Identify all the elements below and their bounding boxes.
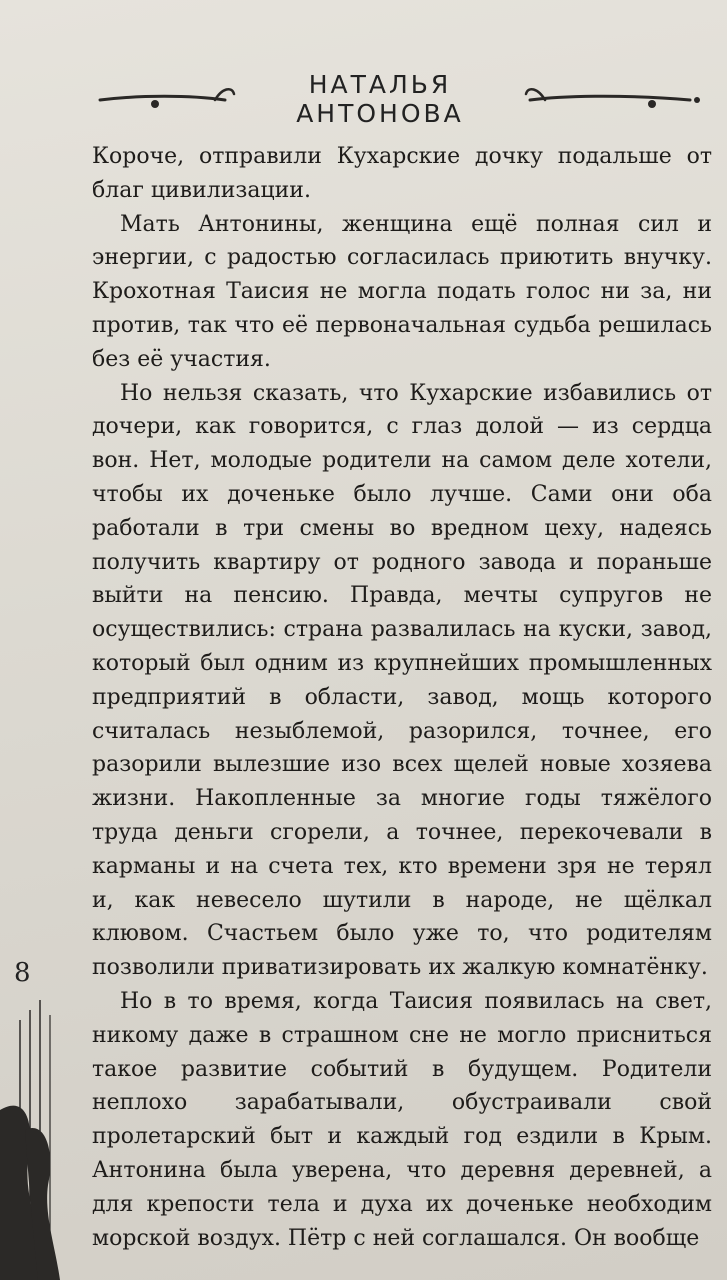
paragraph: Мать Антонины, женщина ещё полная сил и энергии, с радостью согласилась приютить внучку. Крохотная Таисия не могла подать голос ни за, ни против, так что её первоначальная судьба решилась без её участия. — [92, 211, 712, 372]
paragraph: Но нельзя сказать, что Кухарские избавились от дочери, как говорится, с глаз долой — из сердца вон. Нет, молодые родители на самом деле хотели, чтобы их доченьке было лучше. Сами они оба работали в три смены во вредном цеху, надеясь получить квартиру от родного завода и пораньше выйти на пенсию. Правда, мечты супругов не осуществились: страна развалилась на куски, завод, который был одним из крупнейших промышленных предприятий в области, завод, мощь которого считалась незыблемой, разорился, точнее, его разорили вылезшие изо всех щелей новые хозяева жизни. Накопленные за многие годы тяжёлого труда деньги сгорели, а точнее, перекочевали в карманы и на счета тех, кто времени зря не терял и, как невесело шутили в народе, не щёлкал клювом. Счастьем было уже то, что родителям позволили приватизировать их жалкую комнатёнку. — [92, 380, 712, 981]
author-name: НАТАЛЬЯ АНТОНОВА — [296, 70, 464, 128]
paragraph: Но в то время, когда Таисия появилась на свет, никому даже в страшном сне не могло присниться такое развитие событий в будущем. Родители неплохо зарабатывали, обустраивали свой пролетарский быт и каждый год ездили в Крым. Антонина была уверена, что деревня деревней, а для крепости тела и духа их доченьке необходим морской воздух. Пётр с ней соглашался. Он вообще — [92, 988, 712, 1251]
side-brush-ornament — [0, 1000, 90, 1280]
paragraph: Короче, отправили Кухарские дочку подальше от благ цивилизации. — [92, 144, 712, 203]
page-number: 8 — [14, 958, 31, 988]
body-text — [92, 140, 712, 1255]
running-header — [0, 62, 727, 128]
